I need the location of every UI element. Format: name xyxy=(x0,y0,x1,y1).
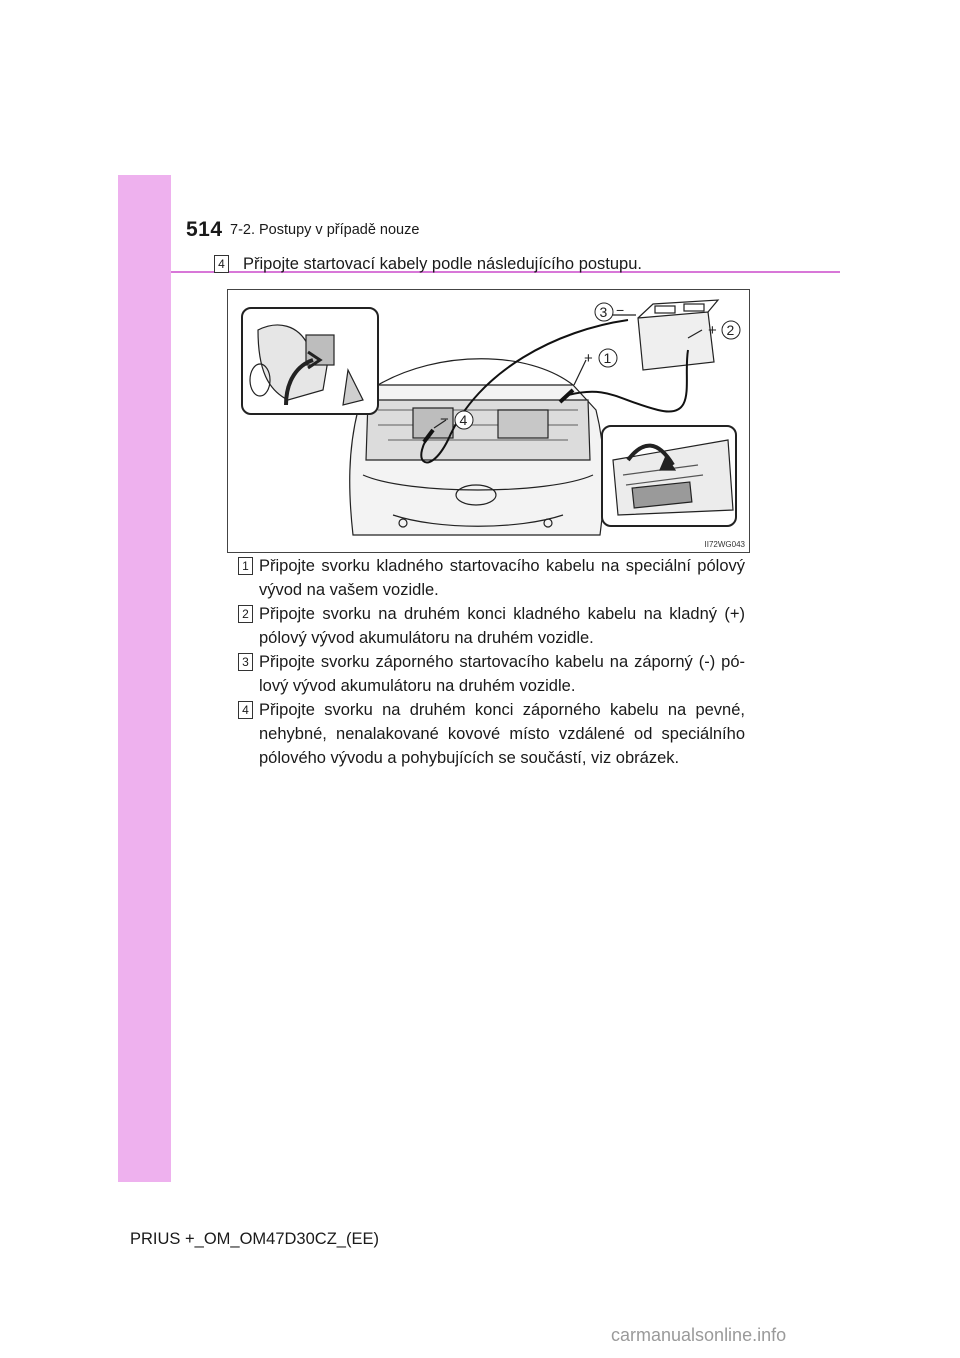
jump-start-figure xyxy=(227,289,750,553)
list-item: Připojte svorku na druhém konci kladného kabelu na kladný (+) pólový vývod akumulátoru na druhém vozidle. xyxy=(259,605,745,647)
svg-text:3: 3 xyxy=(599,304,608,320)
list-item: Připojte svorku na druhém konci záporného kabelu na pevné, nehybné, nenalakované kovové místo vzdálené od speciálního pólového vývodu a pohybujících se součástí, viz obrázek. xyxy=(259,701,745,767)
footer-doc-id: PRIUS +_OM_OM47D30CZ_(EE) xyxy=(130,1230,379,1248)
svg-text:−: − xyxy=(440,411,449,428)
callout-1 xyxy=(584,349,617,367)
list-item: Připojte svorku záporného startovacího kabelu na záporný (-) pólový vývod akumulátoru na druhém vozidle. xyxy=(259,653,745,695)
page-number: 514 xyxy=(186,218,223,241)
svg-text:+: + xyxy=(584,350,593,367)
svg-text:1: 1 xyxy=(603,350,612,366)
step-text: Připojte startovací kabely podle následujícího postupu. xyxy=(243,255,642,273)
svg-text:2: 2 xyxy=(726,322,735,338)
jump-start-illustration xyxy=(228,290,749,552)
step-badge: 4 xyxy=(214,255,229,273)
item-number-badge: 3 xyxy=(238,653,253,671)
figure-code: II72WG043 xyxy=(704,540,745,549)
list-item: Připojte svorku kladného startovacího kabelu na speciální pólový vývod na vašem vozidle. xyxy=(259,557,745,599)
section-title: 7-2. Postupy v případě nouze xyxy=(230,222,420,238)
watermark: carmanualsonline.info xyxy=(611,1325,787,1345)
svg-text:4: 4 xyxy=(459,412,468,428)
item-number-badge: 4 xyxy=(238,701,253,719)
callout-3 xyxy=(595,302,624,321)
item-number-badge: 1 xyxy=(238,557,253,575)
svg-text:+: + xyxy=(708,322,717,339)
callout-2 xyxy=(708,321,740,339)
svg-text:−: − xyxy=(616,302,625,318)
item-number-badge: 2 xyxy=(238,605,253,623)
side-bar xyxy=(118,175,171,1182)
